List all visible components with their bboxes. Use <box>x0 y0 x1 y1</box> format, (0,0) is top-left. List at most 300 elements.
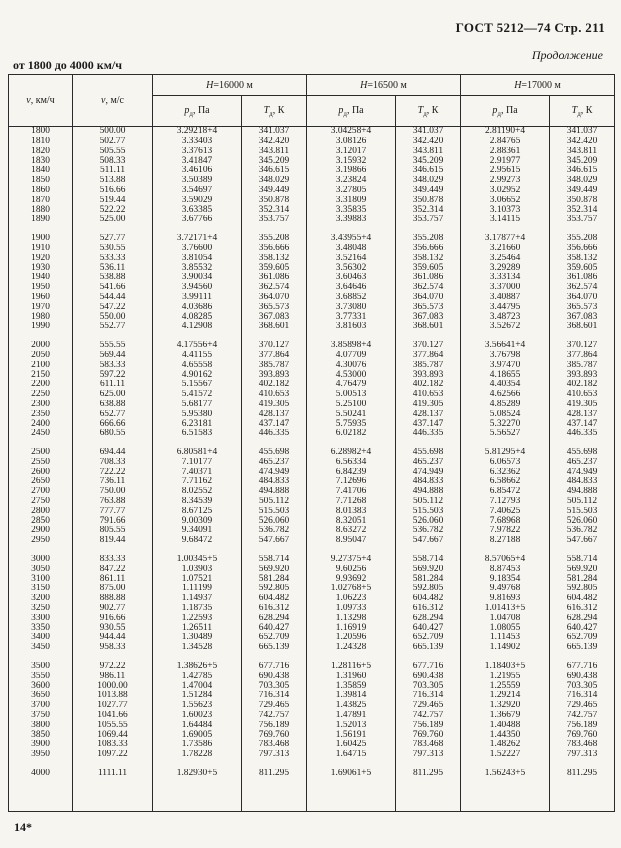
table-cell: 3.73080 <box>307 303 396 313</box>
table-cell: 628.294 <box>242 614 307 624</box>
spacer-cell <box>461 225 550 234</box>
table-cell: 343.811 <box>550 147 615 157</box>
table-cell: 437.147 <box>550 419 615 429</box>
table-cell: 581.284 <box>396 574 461 584</box>
table-cell: 410.653 <box>550 390 615 400</box>
table-cell: 505.112 <box>550 497 615 507</box>
spacer-cell <box>307 332 396 341</box>
table-cell: 1.36679 <box>461 711 550 721</box>
table-row <box>9 701 615 711</box>
table-cell: 4000 <box>9 769 73 779</box>
table-cell: 1.31960 <box>307 672 396 682</box>
table-cell: 1970 <box>9 303 73 313</box>
table-cell: 708.33 <box>73 458 153 468</box>
speed-symbol: v <box>101 95 106 106</box>
col-header-speed-ms <box>73 75 153 127</box>
table-cell: 446.335 <box>242 429 307 439</box>
table-cell: 1.60023 <box>153 711 242 721</box>
table-cell: 2800 <box>9 507 73 517</box>
spacer-cell <box>461 546 550 555</box>
table-cell: 402.182 <box>242 380 307 390</box>
table-cell: 6.23181 <box>153 419 242 429</box>
table-cell: 3.99111 <box>153 293 242 303</box>
table-cell: 783.468 <box>396 740 461 750</box>
table-cell: 402.182 <box>396 380 461 390</box>
table-cell: 7.12696 <box>307 477 396 487</box>
table-cell: 5.15567 <box>153 380 242 390</box>
table-row <box>9 555 615 565</box>
table-cell: 558.714 <box>550 555 615 565</box>
table-cell: 393.893 <box>242 370 307 380</box>
table-cell: 515.503 <box>550 507 615 517</box>
table-cell: 1.32920 <box>461 701 550 711</box>
table-cell: 4.03686 <box>153 303 242 313</box>
spacer-cell <box>153 225 242 234</box>
col-header-speed-kmh <box>9 75 73 127</box>
table-cell: 385.787 <box>396 361 461 371</box>
table-cell: 769.760 <box>550 730 615 740</box>
table-cell: 4.90162 <box>153 370 242 380</box>
table-cell: 350.878 <box>550 196 615 206</box>
table-cell: 1000.00 <box>73 681 153 691</box>
spacer-cell <box>307 439 396 448</box>
table-cell: 368.601 <box>242 322 307 332</box>
table-row <box>9 370 615 380</box>
table-cell: 552.77 <box>73 322 153 332</box>
spacer-cell <box>550 760 615 769</box>
table-cell: 526.060 <box>396 516 461 526</box>
table-cell: 1.02768+5 <box>307 584 396 594</box>
table-cell: 592.805 <box>242 584 307 594</box>
table-cell: 958.33 <box>73 643 153 653</box>
table-cell: 359.605 <box>550 263 615 273</box>
table-cell: 1.73586 <box>153 740 242 750</box>
table-cell: 604.482 <box>550 594 615 604</box>
table-cell: 1.01413+5 <box>461 604 550 614</box>
table-cell: 402.182 <box>550 380 615 390</box>
table-cell: 1870 <box>9 196 73 206</box>
table-row <box>9 176 615 186</box>
table-cell: 3.33134 <box>461 273 550 283</box>
altitude-value: =16500 м <box>367 79 407 91</box>
table-cell: 3.46106 <box>153 166 242 176</box>
table-row <box>9 303 615 313</box>
spacer-cell <box>153 779 242 812</box>
table-cell: 3350 <box>9 623 73 633</box>
table-cell: 1.30489 <box>153 633 242 643</box>
table-cell: 791.66 <box>73 516 153 526</box>
table-cell: 393.893 <box>550 370 615 380</box>
table-cell: 3.56641+4 <box>461 341 550 351</box>
table-cell: 6.85472 <box>461 487 550 497</box>
table-cell: 359.605 <box>242 263 307 273</box>
table-cell: 3.14115 <box>461 215 550 225</box>
table-cell: 1.13298 <box>307 614 396 624</box>
table-row <box>9 215 615 225</box>
table-cell: 3800 <box>9 721 73 731</box>
table-cell: 358.132 <box>396 254 461 264</box>
header-row-altitudes <box>9 75 615 96</box>
table-cell: 3.81054 <box>153 254 242 264</box>
group-spacer <box>9 225 615 234</box>
table-cell: 1.39814 <box>307 691 396 701</box>
table-cell: 2.95615 <box>461 166 550 176</box>
table-cell: 500.00 <box>73 127 153 137</box>
table-cell: 9.00309 <box>153 516 242 526</box>
table-row <box>9 487 615 497</box>
table-cell: 3.76798 <box>461 351 550 361</box>
table-row <box>9 477 615 487</box>
table-cell: 1820 <box>9 147 73 157</box>
table-cell: 3.85898+4 <box>307 341 396 351</box>
spacer-cell <box>73 439 153 448</box>
table-cell: 377.864 <box>396 351 461 361</box>
table-cell: 665.139 <box>550 643 615 653</box>
col-header-temperature-1 <box>242 96 307 127</box>
table-row <box>9 341 615 351</box>
table-cell: 533.33 <box>73 254 153 264</box>
table-cell: 703.305 <box>396 681 461 691</box>
table-cell: 1.14937 <box>153 594 242 604</box>
table-cell: 819.44 <box>73 536 153 546</box>
table-cell: 346.615 <box>396 166 461 176</box>
table-cell: 736.11 <box>73 477 153 487</box>
table-cell: 616.312 <box>550 604 615 614</box>
table-cell: 581.284 <box>242 574 307 584</box>
table-cell: 544.44 <box>73 293 153 303</box>
pressure-symbol: p <box>338 104 344 116</box>
table-cell: 861.11 <box>73 574 153 584</box>
table-cell: 474.949 <box>242 468 307 478</box>
table-cell: 7.71268 <box>307 497 396 507</box>
table-cell: 547.667 <box>550 536 615 546</box>
table-cell: 811.295 <box>396 769 461 779</box>
table-cell: 9.18354 <box>461 574 550 584</box>
table-cell: 7.40371 <box>153 468 242 478</box>
table-cell: 3.40887 <box>461 293 550 303</box>
table-cell: 729.465 <box>550 701 615 711</box>
table-cell: 756.189 <box>550 721 615 731</box>
table-cell: 385.787 <box>242 361 307 371</box>
table-cell: 3.67766 <box>153 215 242 225</box>
table-cell: 1.60425 <box>307 740 396 750</box>
table-cell: 3.59029 <box>153 196 242 206</box>
table-cell: 343.811 <box>396 147 461 157</box>
table-cell: 3550 <box>9 672 73 682</box>
table-cell: 569.920 <box>396 565 461 575</box>
table-cell: 1.08055 <box>461 623 550 633</box>
altitude-symbol: H <box>360 79 368 91</box>
table-cell: 4.08285 <box>153 312 242 322</box>
spacer-cell <box>550 779 615 812</box>
table-cell: 1.48262 <box>461 740 550 750</box>
table-cell: 536.11 <box>73 263 153 273</box>
temperature-unit: , К <box>426 104 439 116</box>
table-cell: 5.95380 <box>153 410 242 420</box>
table-cell: 3900 <box>9 740 73 750</box>
table-cell: 428.137 <box>242 410 307 420</box>
table-cell: 377.864 <box>242 351 307 361</box>
table-cell: 428.137 <box>396 410 461 420</box>
table-cell: 346.615 <box>242 166 307 176</box>
table-cell: 1.82930+5 <box>153 769 242 779</box>
table-cell: 502.77 <box>73 137 153 147</box>
table-cell: 916.66 <box>73 614 153 624</box>
spacer-cell <box>242 546 307 555</box>
table-cell: 362.574 <box>242 283 307 293</box>
table-cell: 527.77 <box>73 234 153 244</box>
spacer-cell <box>396 225 461 234</box>
spacer-cell <box>461 439 550 448</box>
table-row <box>9 312 615 322</box>
table-cell: 361.086 <box>396 273 461 283</box>
table-cell: 346.615 <box>550 166 615 176</box>
table-cell: 1990 <box>9 322 73 332</box>
table-cell: 3.02952 <box>461 186 550 196</box>
table-cell: 1850 <box>9 176 73 186</box>
table-row <box>9 166 615 176</box>
table-cell: 9.49768 <box>461 584 550 594</box>
table-row <box>9 196 615 206</box>
table-cell: 9.93692 <box>307 574 396 584</box>
table-cell: 522.22 <box>73 205 153 215</box>
table-cell: 616.312 <box>242 604 307 614</box>
table-row <box>9 205 615 215</box>
table-cell: 505.55 <box>73 147 153 157</box>
table-cell: 3100 <box>9 574 73 584</box>
table-cell: 7.71162 <box>153 477 242 487</box>
table-cell: 393.893 <box>396 370 461 380</box>
table-cell: 1.09733 <box>307 604 396 614</box>
table-cell: 359.605 <box>396 263 461 273</box>
table-cell: 9.68472 <box>153 536 242 546</box>
table-cell: 353.757 <box>550 215 615 225</box>
pressure-unit: , Па <box>500 104 518 116</box>
table-cell: 3.37613 <box>153 147 242 157</box>
table-cell: 5.81295+4 <box>461 448 550 458</box>
spacer-cell <box>153 653 242 662</box>
table-row <box>9 643 615 653</box>
temperature-subscript: д <box>423 109 427 118</box>
table-cell: 625.00 <box>73 390 153 400</box>
table-cell: 5.75935 <box>307 419 396 429</box>
table-cell: 652.709 <box>396 633 461 643</box>
page-header-gost: ГОСТ 5212—74 Стр. 211 <box>455 20 605 35</box>
table-cell: 4.85289 <box>461 400 550 410</box>
table-cell: 513.88 <box>73 176 153 186</box>
table-cell: 4.17556+4 <box>153 341 242 351</box>
table-cell: 474.949 <box>550 468 615 478</box>
table-cell: 1.16919 <box>307 623 396 633</box>
table-cell: 410.653 <box>242 390 307 400</box>
table-cell: 944.44 <box>73 633 153 643</box>
table-cell: 2650 <box>9 477 73 487</box>
table-cell: 515.503 <box>242 507 307 517</box>
spacer-cell <box>461 760 550 769</box>
table-row <box>9 507 615 517</box>
table-cell: 1041.66 <box>73 711 153 721</box>
table-cell: 419.305 <box>550 400 615 410</box>
table-cell: 1.14902 <box>461 643 550 653</box>
table-cell: 2.84765 <box>461 137 550 147</box>
table-row <box>9 283 615 293</box>
table-cell: 1069.44 <box>73 730 153 740</box>
table-cell: 508.33 <box>73 156 153 166</box>
table-cell: 356.666 <box>550 244 615 254</box>
table-cell: 364.070 <box>550 293 615 303</box>
table-cell: 3.97470 <box>461 361 550 371</box>
table-cell: 6.51583 <box>153 429 242 439</box>
table-cell: 2.91977 <box>461 156 550 166</box>
spacer-cell <box>242 779 307 812</box>
table-cell: 2400 <box>9 419 73 429</box>
table-cell: 1.42785 <box>153 672 242 682</box>
table-cell: 530.55 <box>73 244 153 254</box>
table-cell: 5.08524 <box>461 410 550 420</box>
table-cell: 694.44 <box>73 448 153 458</box>
table-cell: 2850 <box>9 516 73 526</box>
table-cell: 494.888 <box>550 487 615 497</box>
table-cell: 1.18403+5 <box>461 662 550 672</box>
table-cell: 2.81190+4 <box>461 127 550 137</box>
table-row <box>9 721 615 731</box>
table-row <box>9 711 615 721</box>
table-cell: 569.44 <box>73 351 153 361</box>
table-cell: 1860 <box>9 186 73 196</box>
col-header-pressure-1 <box>153 96 242 127</box>
table-row <box>9 497 615 507</box>
pressure-unit: , Па <box>346 104 364 116</box>
table-cell: 729.465 <box>396 701 461 711</box>
table-cell: 5.68177 <box>153 400 242 410</box>
table-cell: 3.48048 <box>307 244 396 254</box>
table-row <box>9 322 615 332</box>
table-cell: 5.25100 <box>307 400 396 410</box>
table-cell: 9.27375+4 <box>307 555 396 565</box>
table-row <box>9 263 615 273</box>
altitude-symbol: H <box>206 79 214 91</box>
spacer-cell <box>9 546 73 555</box>
table-cell: 1.44350 <box>461 730 550 740</box>
table-cell: 8.67125 <box>153 507 242 517</box>
table-cell: 616.312 <box>396 604 461 614</box>
spacer-cell <box>153 760 242 769</box>
table-cell: 367.083 <box>242 312 307 322</box>
table-cell: 355.208 <box>242 234 307 244</box>
table-row <box>9 458 615 468</box>
table-cell: 2150 <box>9 370 73 380</box>
table-cell: 3.10373 <box>461 205 550 215</box>
table-cell: 3.41847 <box>153 156 242 166</box>
table-cell: 3.85532 <box>153 263 242 273</box>
table-cell: 2250 <box>9 390 73 400</box>
table-cell: 1930 <box>9 263 73 273</box>
table-cell: 3500 <box>9 662 73 672</box>
table-cell: 3.39883 <box>307 215 396 225</box>
table-cell: 361.086 <box>550 273 615 283</box>
col-header-altitude-16500 <box>307 75 461 96</box>
table-cell: 783.468 <box>242 740 307 750</box>
table-cell: 342.420 <box>550 137 615 147</box>
table-cell: 348.029 <box>550 176 615 186</box>
table-cell: 1.56243+5 <box>461 769 550 779</box>
table-cell: 875.00 <box>73 584 153 594</box>
col-header-temperature-3 <box>550 96 615 127</box>
group-spacer <box>9 779 615 812</box>
table-cell: 797.313 <box>396 750 461 760</box>
pressure-subscript: д <box>343 109 347 118</box>
table-cell: 484.833 <box>396 477 461 487</box>
table-cell: 9.81693 <box>461 594 550 604</box>
table-cell: 597.22 <box>73 370 153 380</box>
table-cell: 3.60463 <box>307 273 396 283</box>
table-row <box>9 273 615 283</box>
spacer-cell <box>461 653 550 662</box>
table-cell: 353.757 <box>396 215 461 225</box>
table-row <box>9 604 615 614</box>
table-cell: 783.468 <box>550 740 615 750</box>
table-cell: 640.427 <box>550 623 615 633</box>
table-row <box>9 186 615 196</box>
table-cell: 365.573 <box>550 303 615 313</box>
table-cell: 777.77 <box>73 507 153 517</box>
table-cell: 345.209 <box>396 156 461 166</box>
spacer-cell <box>9 332 73 341</box>
table-row <box>9 672 615 682</box>
table-cell: 1.20596 <box>307 633 396 643</box>
table-cell: 341.037 <box>396 127 461 137</box>
table-cell: 6.84239 <box>307 468 396 478</box>
table-cell: 4.07709 <box>307 351 396 361</box>
table-cell: 569.920 <box>550 565 615 575</box>
table-cell: 1.64715 <box>307 750 396 760</box>
table-row <box>9 691 615 701</box>
table-row <box>9 234 615 244</box>
table-cell: 5.00513 <box>307 390 396 400</box>
table-cell: 6.06573 <box>461 458 550 468</box>
table-cell: 833.33 <box>73 555 153 565</box>
table-cell: 7.10177 <box>153 458 242 468</box>
table-cell: 1960 <box>9 293 73 303</box>
spacer-cell <box>307 653 396 662</box>
table-row <box>9 662 615 672</box>
table-row <box>9 730 615 740</box>
table-header <box>9 75 615 127</box>
spacer-cell <box>242 225 307 234</box>
table-cell: 345.209 <box>242 156 307 166</box>
table-cell: 677.716 <box>396 662 461 672</box>
table-cell: 541.66 <box>73 283 153 293</box>
table-cell: 5.32270 <box>461 419 550 429</box>
table-cell: 2100 <box>9 361 73 371</box>
table-cell: 1910 <box>9 244 73 254</box>
table-cell: 1890 <box>9 215 73 225</box>
table-cell: 1.55623 <box>153 701 242 711</box>
table-cell: 3.35835 <box>307 205 396 215</box>
table-cell: 7.12793 <box>461 497 550 507</box>
table-cell: 690.438 <box>242 672 307 682</box>
table-cell: 1055.55 <box>73 721 153 731</box>
spacer-cell <box>9 653 73 662</box>
table-cell: 2450 <box>9 429 73 439</box>
table-cell: 345.209 <box>550 156 615 166</box>
table-cell: 750.00 <box>73 487 153 497</box>
table-row <box>9 740 615 750</box>
table-cell: 1.06223 <box>307 594 396 604</box>
spacer-cell <box>550 546 615 555</box>
table-cell: 3.31809 <box>307 196 396 206</box>
table-cell: 368.601 <box>550 322 615 332</box>
